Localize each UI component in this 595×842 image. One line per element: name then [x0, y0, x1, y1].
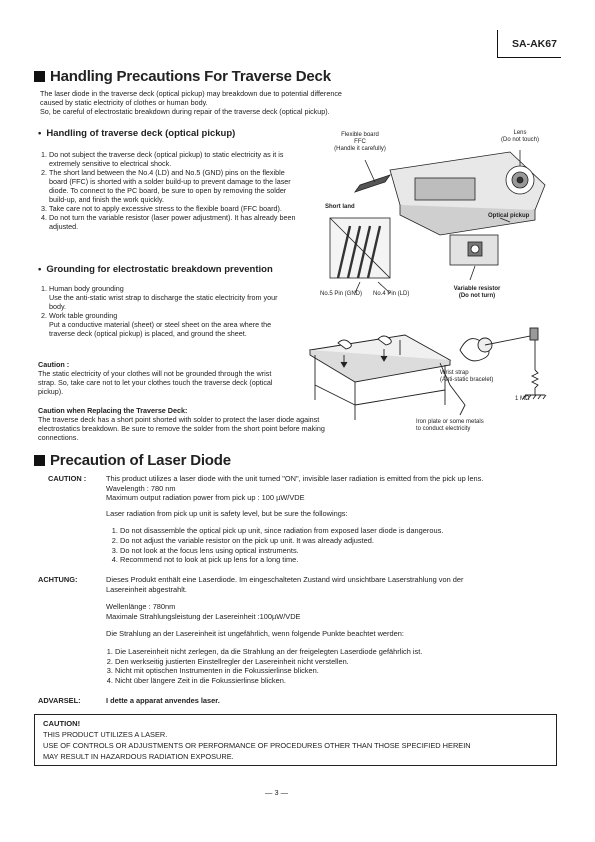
flexible-board-text: Flexible board	[341, 132, 379, 138]
caution-box	[34, 714, 557, 766]
model-number: SA-AK67	[512, 38, 557, 50]
laser-list-item: 4. Recommend not to look at pick up lens for a long time.	[120, 555, 566, 565]
caution-box-line2: USE OF CONTROLS OR ADJUSTMENTS OR PERFORMANCE OF PROCEDURES OTHER THAN THOSE SPECIFIED HEREIN	[43, 741, 471, 750]
resistor-label: 1 MΩ	[515, 396, 530, 402]
plate-note-text-2: to conduct electricity	[416, 426, 471, 432]
laser-list-item: 3. Do not look at the focus lens using optical instruments.	[120, 546, 566, 556]
caution-static	[38, 360, 288, 396]
safe-line: Laser radiation from pick up unit is safety level, but be sure the followings:	[106, 508, 348, 518]
caution-label: CAUTION :	[48, 474, 87, 483]
intro-line: So, be careful of electrostatic breakdown during repair of the traverse deck (optical pickup).	[40, 107, 330, 116]
wrist-strap-text: Wrist strap	[440, 370, 469, 376]
laser-list-item: 1. Do not disassemble the optical pick up unit, since radiation from exposed laser diode is dangerous.	[120, 526, 566, 536]
section-marker	[34, 71, 45, 82]
lens-label	[490, 130, 550, 144]
section-title-text: Precaution of Laser Diode	[50, 452, 231, 469]
list-item: 4. Do not turn the variable resistor (laser power adjustment). It has already been adjusted.	[49, 213, 300, 231]
list-item-head: 2. Work table grounding	[49, 311, 118, 320]
laser-list-item-de: 4. Nicht über längere Zeit in die Fokussierlinse blicken.	[115, 676, 566, 686]
vr-note-text: (Do not turn)	[458, 293, 496, 299]
list-item	[49, 284, 278, 311]
list-item-text: Put a conductive material (sheet) or steel sheet on the area where the traverse deck (optical pickup) is placed, and ground the sheet.	[49, 320, 272, 338]
caution-line: This product utilizes a laser diode with the unit turned "ON", invisible laser radiation is emitted from the pick up lens.	[106, 474, 484, 483]
caution-box-title: CAUTION!	[43, 719, 81, 728]
caution-block	[106, 474, 566, 565]
traverse-deck-diagram	[320, 130, 570, 300]
header-vertical-rule	[497, 30, 498, 58]
subheading-grounding: • Grounding for electrostatic breakdown prevention	[38, 264, 273, 275]
caution-text: The static electricity of your clothes will not be grounded through the wrist strap. So, take care not to let your clothes touch the traverse deck (optical pickup).	[38, 369, 273, 396]
page-number: — 3 —	[265, 788, 288, 797]
laser-list-item-de: 1. Die Lasereinheit nicht zerlegen, da die Strahlung an der freigelegten Laserdiode gefährlich ist.	[115, 647, 566, 657]
wrist-strap-label	[440, 370, 493, 384]
laser-list-item-de: 2. Den werkseitig justierten Einstellregler der Lasereinheit nicht verstellen.	[115, 657, 566, 667]
variable-resistor-label	[444, 286, 510, 300]
caution-replace	[38, 406, 338, 442]
caution-box-line1: THIS PRODUCT UTILIZES A LASER.	[43, 730, 168, 739]
list-item: 1. Do not subject the traverse deck (optical pickup) to static electricity as it is extremely sensitive to electrical shock.	[49, 150, 300, 168]
list-item: 3. Take care not to apply excessive stress to the flexible board (FFC board).	[49, 204, 300, 213]
advarsel-text: I dette a apparat anvendes laser.	[106, 696, 220, 705]
caution-title: Caution :	[38, 360, 70, 369]
caution-box-line3: MAY RESULT IN HAZARDOUS RADIATION EXPOSURE.	[43, 752, 234, 761]
caution-replace-title: Caution when Replacing the Traverse Deck:	[38, 406, 188, 415]
achtung-block	[106, 575, 566, 685]
lens-note-text: (Do not touch)	[500, 137, 540, 143]
caution-line: Maximum output radiation power from pick up : 100 µW/VDE	[106, 493, 305, 503]
header-horizontal-rule	[497, 57, 561, 58]
section-marker	[34, 455, 45, 466]
subheading-handling: • Handling of traverse deck (optical pickup)	[38, 128, 236, 139]
lens-text: Lens	[513, 130, 527, 136]
short-land-label: Short land	[325, 204, 355, 210]
variable-resistor-text: Variable resistor	[453, 286, 501, 292]
intro-paragraph	[40, 89, 520, 116]
section-title-text: Handling Precautions For Traverse Deck	[50, 68, 331, 85]
grounding-list	[38, 284, 278, 338]
caution-replace-text: The traverse deck has a short point shorted with solder to protect the laser diode against electrostatics breakdown. Be sure to remove the solder from the short point before making connections.	[38, 415, 325, 442]
danger-de: Die Strahlung an der Lasereinheit ist ungefährlich, wenn folgende Punkte beachtet werden:	[106, 629, 404, 639]
intro-line: The laser diode in the traverse deck (optical pickup) may breakdown due to potential difference	[40, 89, 342, 98]
intro-line: caused by static electricity of clothes or human body.	[40, 98, 208, 107]
handle-note-text: (Handle it carefully)	[334, 146, 386, 152]
plate-note-text: Iron plate or some metals	[416, 419, 484, 425]
handling-list	[38, 150, 300, 231]
achtung-label: ACHTUNG:	[38, 575, 78, 584]
advarsel-label: ADVARSEL:	[38, 696, 81, 705]
work-table-diagram	[300, 325, 560, 425]
laser-list-item: 2. Do not adjust the variable resistor on the pick up unit. It was already adjusted.	[120, 536, 566, 546]
pin5-label: No.5 Pin (GND)	[320, 291, 363, 297]
wrist-strap-note-text: (Anti-static bracelet)	[440, 377, 494, 383]
optical-pickup-label: Optical pickup	[488, 213, 530, 219]
list-item	[49, 311, 278, 338]
ffc-text: FFC	[354, 139, 366, 145]
laser-list-item-de: 3. Nicht mit optischen Instrumenten in die Fokussierlinse blicken.	[115, 666, 566, 676]
subheading-text: Grounding for electrostatic breakdown prevention	[46, 264, 273, 275]
wave-de: Wellenlänge : 780nm	[106, 602, 176, 612]
achtung-line: Lasereinheit abgestrahlt.	[106, 584, 187, 594]
power-de: Maximale Strahlungsleistung der Lasereinheit :100µW/VDE	[106, 611, 301, 621]
achtung-line: Dieses Produkt enthält eine Laserdiode. Im eingeschalteten Zustand wird unsichtbare Laserstrahlung von der	[106, 575, 464, 584]
caution-line: Wavelength : 780 nm	[106, 483, 176, 493]
section-title-handling	[34, 68, 331, 85]
list-item: 2. The short land between the No.4 (LD) and No.5 (GND) pins on the flexible board (FFC) is shorted with a solder build-up to prevent damage to the laser diode. To connect to the PC board, be sure to open by removing the solder build-up, and finish the work quickly.	[49, 168, 300, 204]
flexible-board-label	[330, 132, 390, 153]
section-title-laser	[34, 452, 231, 469]
plate-note-label	[416, 419, 484, 433]
subheading-text: Handling of traverse deck (optical pickup)	[46, 128, 236, 139]
list-item-text: Use the anti-static wrist strap to discharge the static electricity from your body.	[49, 293, 278, 311]
pin4-label: No.4 Pin (LD)	[373, 291, 410, 297]
list-item-head: 1. Human body grounding	[49, 284, 124, 293]
